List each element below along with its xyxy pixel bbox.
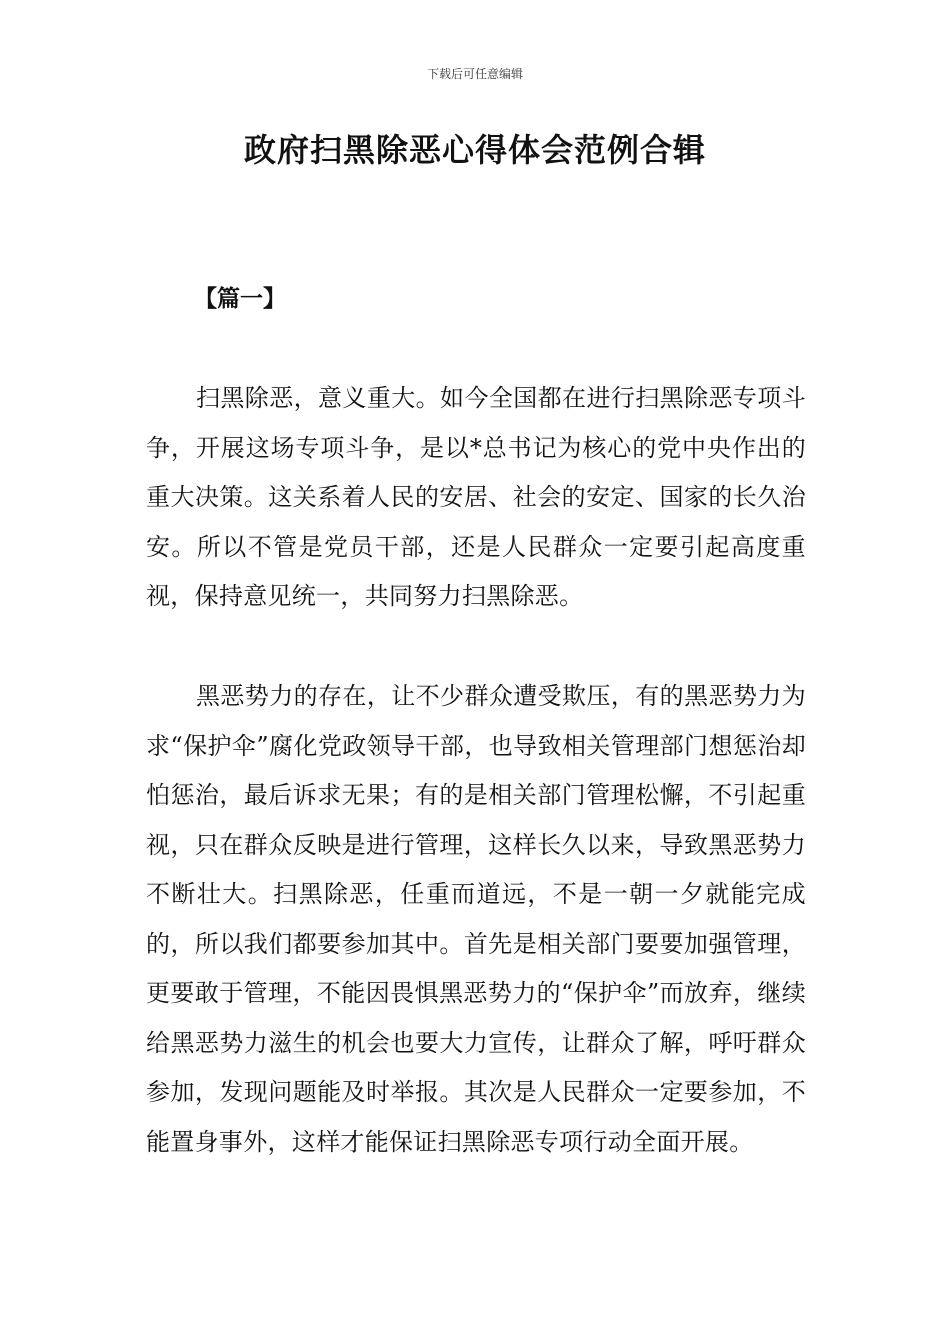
section-label: 【篇一】 (194, 286, 286, 312)
document-title: 政府扫黑除恶心得体会范例合辑 (243, 131, 706, 169)
header-note: 下载后可任意编辑 (426, 67, 523, 81)
paragraph-1: 扫黑除恶，意义重大。如今全国都在进行扫黑除恶专项斗争，开展这场专项斗争，是以*总书记为核心的党中央作出的重大决策。这关系着人民的安居、社会的安定、国家的长久治安。所以不管是党员干部，还是人民群众一定要引起高度重视，保持意见统一，共同努力扫黑除恶。 (146, 384, 806, 610)
paragraph-2: 黑恶势力的存在，让不少群众遭受欺压，有的黑恶势力为求“保护伞”腐化党政领导干部，也导致相关管理部门想惩治却怕惩治，最后诉求无果；有的是相关部门管理松懈，不引起重视，只在群众反映是进行管理，这样长久以来，导致黑恶势力不断壮大。扫黑除恶，任重而道远，不是一朝一夕就能完成的，所以我们都要参加其中。首先是相关部门要要加强管理，更要敢于管理，不能因畏惧黑恶势力的“保护伞”而放弃，继续给黑恶势力滋生的机会也要大力宣传，让群众了解，呼吁群众参加，发现问题能及时举报。其次是人民群众一定要参加，不能置身事外，这样才能保证扫黑除恶专项行动全面开展。 (146, 682, 806, 1156)
